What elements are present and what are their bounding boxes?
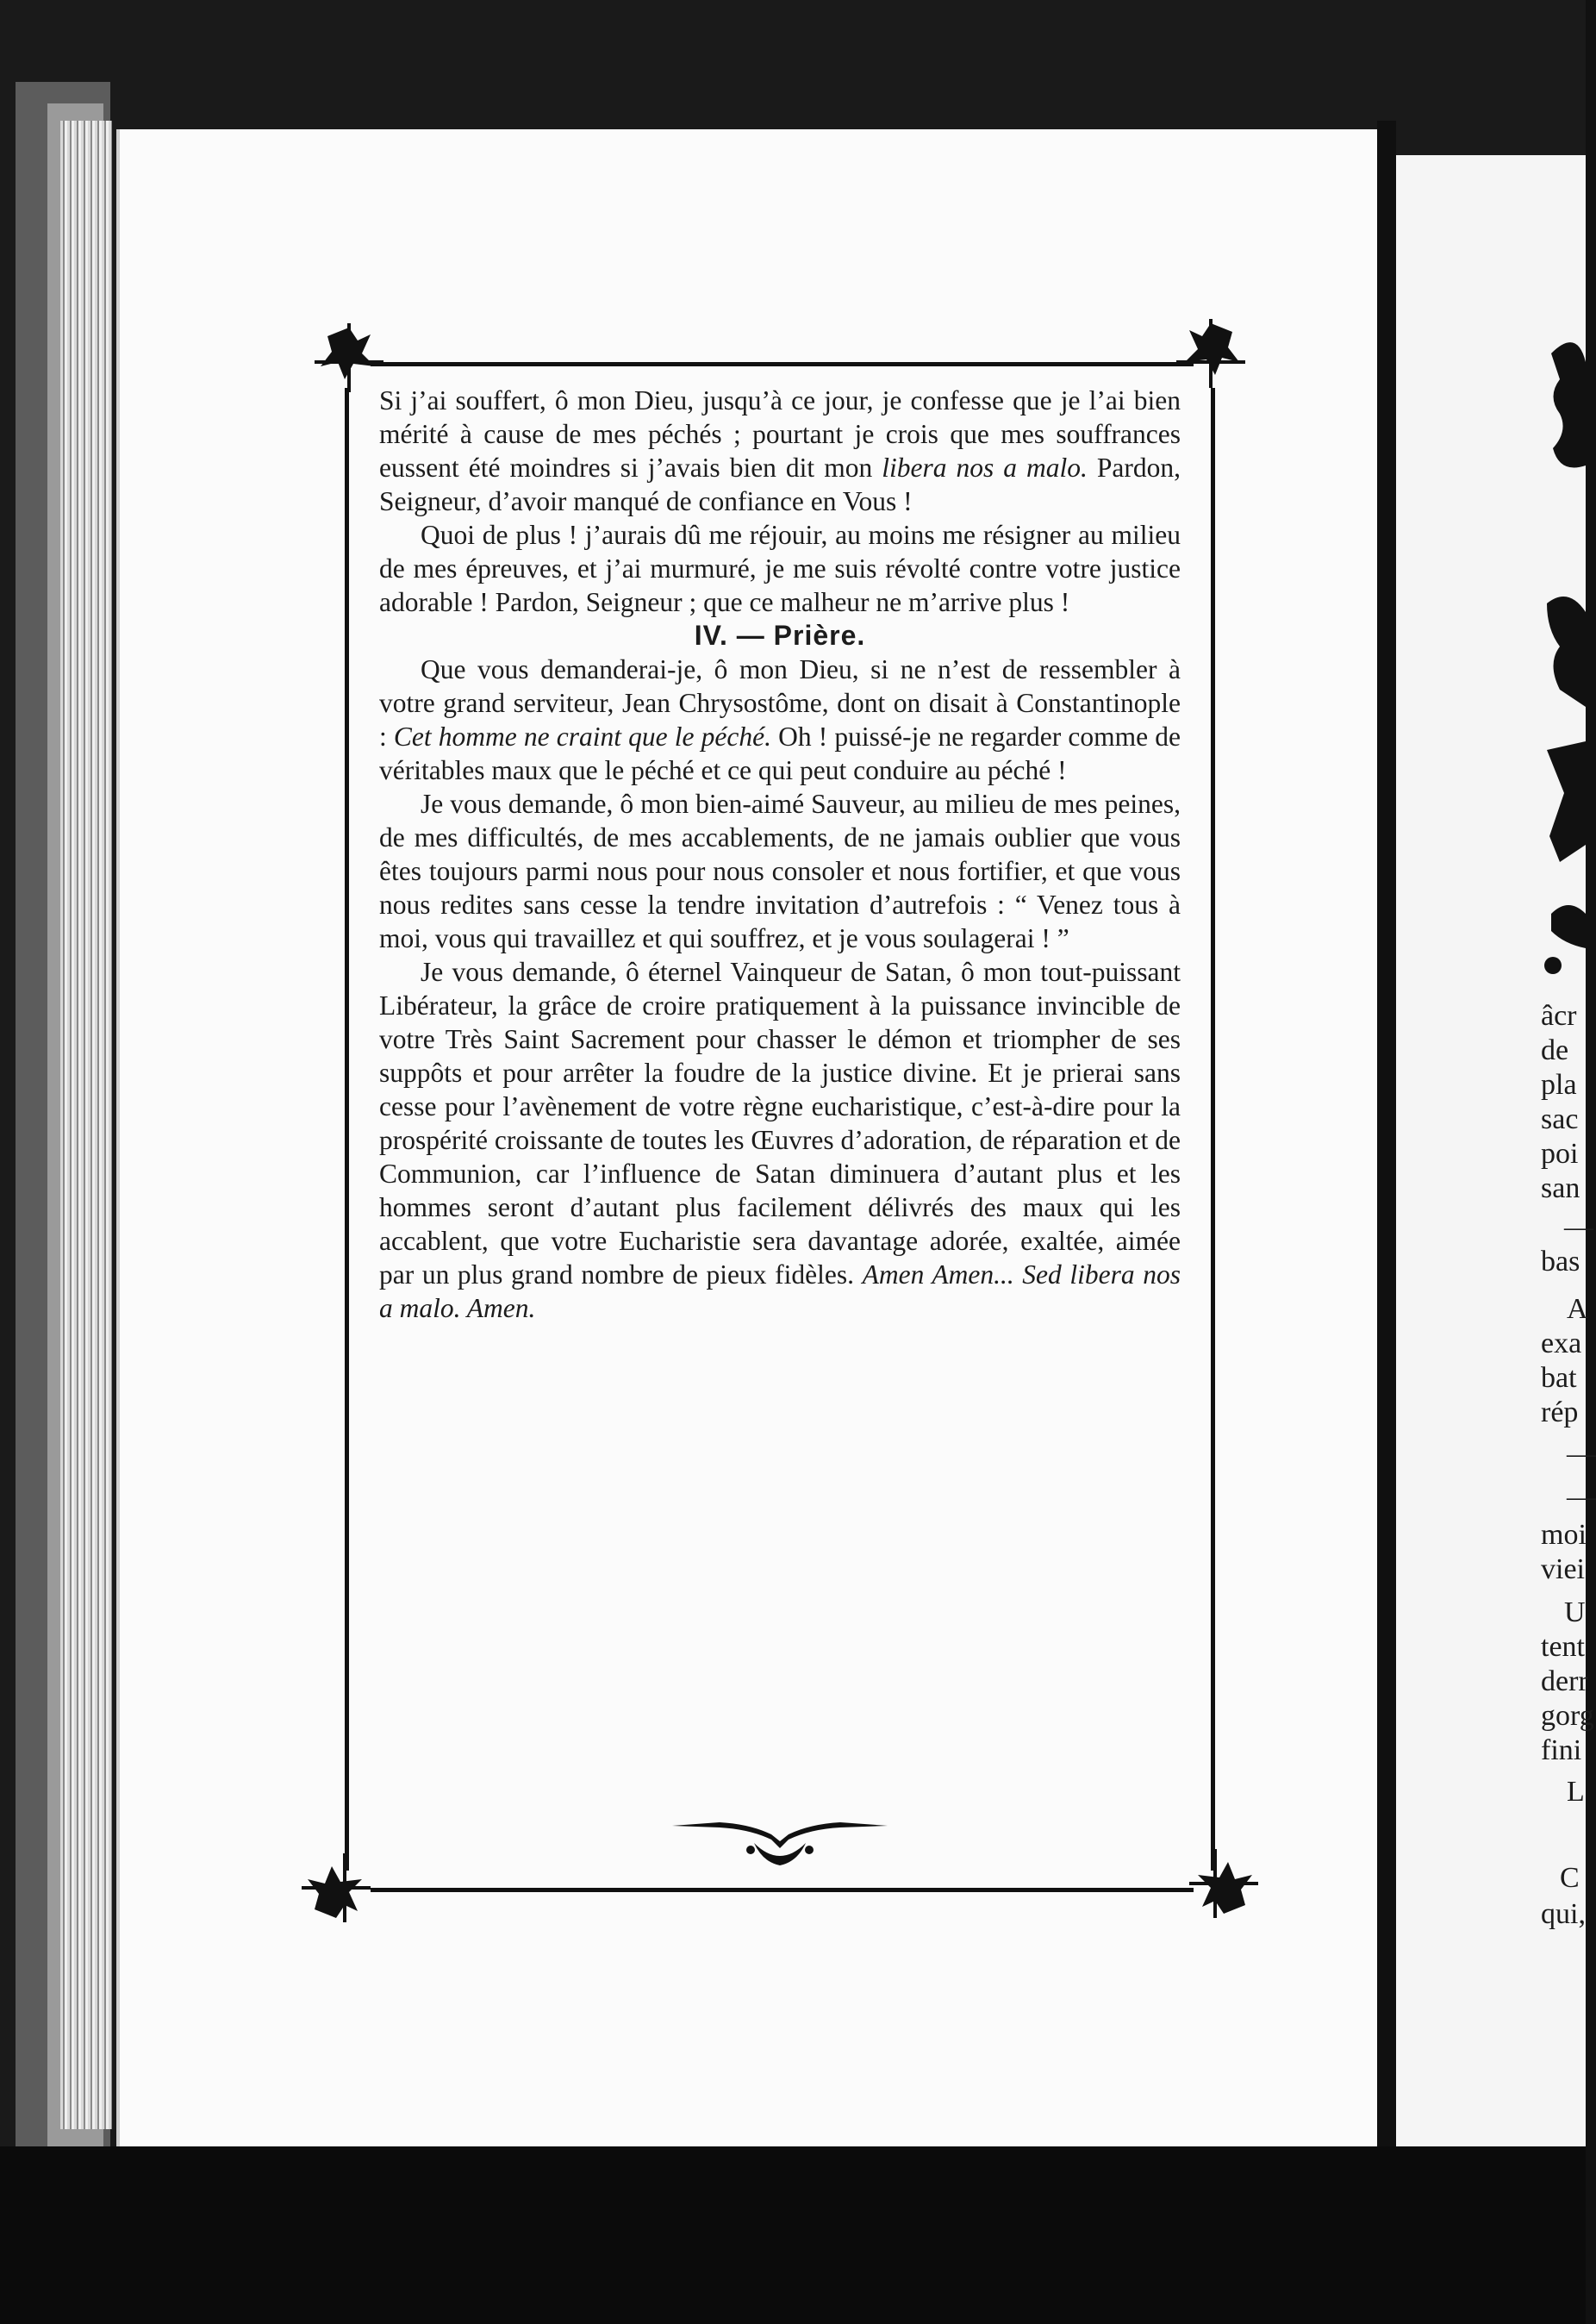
frame-rule-bottom: [371, 1888, 1194, 1892]
paragraph-1-italic: libera nos a malo.: [882, 453, 1088, 483]
paragraph-1-text-b: Pardon, Seigneur, d’avoir manqué de confiance en Vous !: [379, 453, 1181, 516]
right-line-16: viei: [1541, 1553, 1585, 1585]
paragraph-5-italic: Amen Amen... Sed libera nos a malo. Amen.: [379, 1259, 1181, 1323]
book-gutter: [1377, 121, 1396, 2172]
right-line-6: san: [1541, 1172, 1580, 1204]
right-line-21: fini: [1541, 1734, 1582, 1766]
paragraph-3: [379, 653, 1181, 787]
paragraph-5-text-a: Je vous demande, ô éternel Vainqueur de Satan, ô mon tout-puissant Libérateur, la grâce de croire pratiquement à la puissance invincible de votre Très Saint Sacrement pour chasser le démon et triompher de ses suppôts et pour arrêter la foudre de la justice divine. Et je prierai sans cesse pour l’avènement de votre règne eucharistique, c’est-à-dire pour la prospérité croissante de toutes les Œuvres d’adoration, de réparation et de Communion, car l’influence de Satan diminuera d’autant plus et les hommes seront d’autant plus facilement délivrés des maux qui les accablent, que votre Eucharistie sera davantage adorée, exaltée, aimée par un plus grand nombre de pieux fidèles.: [379, 957, 1181, 1290]
corner-ornament-top-left: [310, 319, 388, 397]
right-line-3: pla: [1541, 1069, 1577, 1101]
frame-rule-left: [345, 388, 349, 1871]
frame-rule-right: [1211, 388, 1215, 1871]
paragraph-3-text-b: Oh ! puissé-je ne regarder comme de véritables maux que le péché et ce qui peut conduire au péché !: [379, 722, 1181, 785]
right-page-partial: [1396, 155, 1596, 2164]
right-line-15: moi: [1541, 1519, 1587, 1551]
right-line-7: —: [1564, 1211, 1593, 1243]
right-line-8: bas: [1541, 1246, 1580, 1278]
right-line-14: —: [1567, 1481, 1596, 1513]
right-line-24: qui,: [1541, 1898, 1586, 1930]
paragraph-5: [379, 955, 1181, 1325]
right-line-11: bat: [1541, 1362, 1577, 1394]
right-line-23: C: [1560, 1862, 1580, 1894]
paragraph-1: [379, 384, 1181, 518]
right-line-9: A: [1567, 1293, 1588, 1325]
page-text-body: [379, 384, 1181, 1325]
corner-ornament-top-right: [1172, 315, 1250, 392]
right-line-18: tent: [1541, 1631, 1585, 1663]
right-line-22: L: [1567, 1776, 1585, 1808]
scan-bottom-background: [0, 2146, 1586, 2324]
right-line-5: poi: [1541, 1138, 1579, 1170]
right-line-2: de: [1541, 1034, 1569, 1066]
ornate-initial-letter-icon: [1534, 741, 1586, 1017]
tailpiece-ornament: [668, 1809, 892, 1869]
frame-rule-top: [371, 362, 1194, 366]
paragraph-3-italic: Cet homme ne craint que le péché.: [393, 722, 771, 752]
right-line-10: exa: [1541, 1328, 1582, 1359]
paragraph-1-text-a: Si j’ai souffert, ô mon Dieu, jusqu’à ce jour, je confesse que je l’ai bien mérité à cause de mes péchés ; pourtant je crois que mes souffrances eussent été moindres si j’avais bien dit mon: [379, 385, 1181, 483]
right-line-12: rép: [1541, 1396, 1579, 1428]
ornate-initial-top-ornament: [1543, 328, 1586, 707]
paragraph-4: Je vous demande, ô mon bien-aimé Sauveur, au milieu de mes peines, de mes difficultés, de mes accablements, de ne jamais oublier que vous êtes toujours parmi nous pour nous consoler et nous fortifier, et que vous nous redites sans cesse la tendre invitation d’autrefois : “ Venez tous à moi, vous qui travaillez et qui souffrez, et je vous soulagerai ! ”: [379, 789, 1181, 953]
corner-ornament-bottom-right: [1185, 1845, 1262, 1922]
right-line-13: —: [1567, 1438, 1596, 1470]
corner-ornament-bottom-left: [297, 1849, 375, 1927]
stacked-page-edges: [60, 121, 112, 2129]
right-line-1: âcr: [1541, 1000, 1577, 1032]
section-heading: IV. — Prière.: [694, 620, 866, 651]
right-line-4: sac: [1541, 1103, 1579, 1135]
paragraph-3-text-a: Que vous demanderai-je, ô mon Dieu, si ne n’est de ressembler à votre grand serviteur, Jean Chrysostôme, dont on disait à Constantinople :: [379, 654, 1181, 752]
right-line-19: derr: [1541, 1665, 1588, 1697]
right-line-17: U: [1564, 1596, 1586, 1628]
paragraph-2: Quoi de plus ! j’aurais dû me réjouir, au moins me résigner au milieu de mes épreuves, et j’ai murmuré, je me suis révolté contre votre justice adorable ! Pardon, Seigneur ; que ce malheur ne m’arrive plus !: [379, 520, 1181, 617]
right-line-20: gorg: [1541, 1700, 1594, 1732]
